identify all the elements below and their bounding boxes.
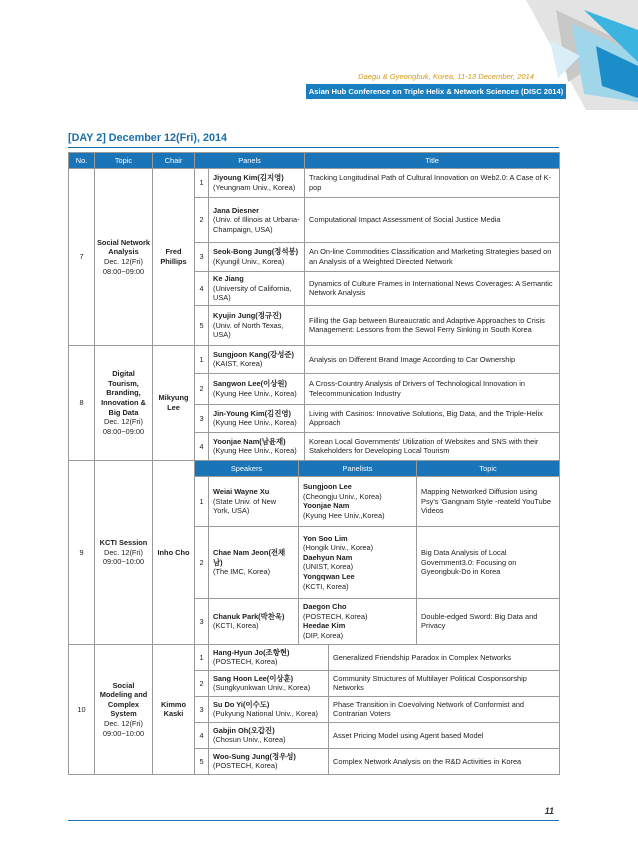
panel-number: 3 xyxy=(195,598,209,644)
panel-title: Tracking Longitudinal Path of Cultural Innovation on Web2.0: A Case of K-pop xyxy=(305,169,560,198)
panel-title: Analysis on Different Brand Image According to Car Ownership xyxy=(305,345,560,373)
panel-number: 4 xyxy=(195,272,209,306)
session-topic-text: Mapping Networked Diffusion using Psy's 'Gangnam Style -reateld YouTube Videos xyxy=(417,476,560,526)
col-chair: Chair xyxy=(153,153,195,169)
session-no: 10 xyxy=(69,644,95,774)
table-header-row xyxy=(69,153,560,169)
panel-title: Community Structures of Multilayer Political Cosponsorship Networks xyxy=(329,670,560,696)
panelists: Yon Soo Lim (Hongik Univ., Korea) Daehyun Nam (UNIST, Korea) Yongqwan Lee (KCTI, Korea) xyxy=(299,526,417,598)
panel-speaker: Jin-Young Kim(김진영) (Kyung Hee Univ., Korea) xyxy=(209,404,305,432)
subheader-topic: Topic xyxy=(417,460,560,476)
panel-title: Generalized Friendship Paradox in Complex Networks xyxy=(329,644,560,670)
session-subheader-row xyxy=(69,460,560,476)
panel-title: Phase Transition in Coevolving Network of Conformist and Contrarian Voters xyxy=(329,696,560,722)
panel-number: 4 xyxy=(195,432,209,460)
header-location: Daegu & Gyeongbuk, Korea, 11-13 December, 2014 xyxy=(358,72,534,81)
panel-title: Korean Local Governments' Utilization of Websites and SNS with their Stakeholders for Developing Local Tourism xyxy=(305,432,560,460)
table-row xyxy=(69,644,560,670)
panel-speaker: Jiyoung Kim(김지영) (Yeungnam Univ., Korea) xyxy=(209,169,305,198)
panel-number: 5 xyxy=(195,748,209,774)
panel-number: 3 xyxy=(195,243,209,272)
col-topic: Topic xyxy=(95,153,153,169)
panel-speaker: Sang Hoon Lee(이상훈) (Sungkyunkwan Univ., Korea) xyxy=(209,670,329,696)
panel-number: 2 xyxy=(195,670,209,696)
panel-title: Computational Impact Assessment of Social Justice Media xyxy=(305,198,560,243)
panel-speaker: Jana Diesner (Univ. of Illinois at Urbana-Champaign, USA) xyxy=(209,198,305,243)
panel-speaker: Sangwon Lee(이상원) (Kyung Hee Univ., Korea) xyxy=(209,373,305,404)
schedule-table xyxy=(68,152,560,775)
session-topic: KCTI Session Dec. 12(Fri) 09:00~10:00 xyxy=(95,460,153,644)
panelists: Sungjoon Lee (Cheongju Univ., Korea) Yoonjae Nam (Kyung Hee Univ.,Korea) xyxy=(299,476,417,526)
panel-speaker: Sungjoon Kang(강성준) (KAIST, Korea) xyxy=(209,345,305,373)
session-topic: Social Modeling and Complex System Dec. 12(Fri) 09:00~10:00 xyxy=(95,644,153,774)
panel-title: Complex Network Analysis on the R&D Activities in Korea xyxy=(329,748,560,774)
session-chair: Fred Phillips xyxy=(153,169,195,346)
panel-title: Dynamics of Culture Frames in International News Coverages: A Semantic Network Analysis xyxy=(305,272,560,306)
panel-number: 4 xyxy=(195,722,209,748)
panel-speaker: Su Do Yi(이수도) (Pukyung National Univ., Korea) xyxy=(209,696,329,722)
panel-speaker: Ke Jiang (University of California, USA) xyxy=(209,272,305,306)
panel-title: Living with Casinos: Innovative Solutions, Big Data, and the Triple-Helix Approach xyxy=(305,404,560,432)
page-number: 11 xyxy=(544,806,554,816)
col-title: Title xyxy=(305,153,560,169)
day-title-rule xyxy=(68,147,559,148)
session-chair: Kimmo Kaski xyxy=(153,644,195,774)
session-topic: Social Network Analysis Dec. 12(Fri) 08:00~09:00 xyxy=(95,169,153,346)
panel-number: 3 xyxy=(195,696,209,722)
panel-number: 1 xyxy=(195,169,209,198)
panel-speaker: Kyujin Jung(정규진) (Univ. of North Texas, USA) xyxy=(209,305,305,345)
panel-speaker: Yoonjae Nam(남윤재) (Kyung Hee Univ., Korea) xyxy=(209,432,305,460)
subheader-speakers: Speakers xyxy=(195,460,299,476)
header-conference-bar: Asian Hub Conference on Triple Helix & Network Sciences (DISC 2014) xyxy=(306,84,566,99)
panel-number: 1 xyxy=(195,345,209,373)
table-row xyxy=(69,345,560,373)
subheader-panelists: Panelists xyxy=(299,460,417,476)
col-panels: Panels xyxy=(195,153,305,169)
table-row xyxy=(69,169,560,198)
panel-speaker: Gabjin Oh(오갑진) (Chosun Univ., Korea) xyxy=(209,722,329,748)
speaker: Weiai Wayne Xu (State Univ. of New York, USA) xyxy=(209,476,299,526)
panel-speaker: Woo-Sung Jung(정우성) (POSTECH, Korea) xyxy=(209,748,329,774)
panel-title: An On-line Commodities Classification and Marketing Strategies based on an Analysis of a Weighted Directed Network xyxy=(305,243,560,272)
session-no: 9 xyxy=(69,460,95,644)
session-topic-text: Big Data Analysis of Local Government3.0: Focusing on Gyeongbuk-Do in Korea xyxy=(417,526,560,598)
speaker: Chae Nam Jeon(전채남) (The IMC, Korea) xyxy=(209,526,299,598)
session-chair: Inho Cho xyxy=(153,460,195,644)
session-topic-text: Double-edged Sword: Big Data and Privacy xyxy=(417,598,560,644)
panel-title: A Cross-Country Analysis of Drivers of Technological Innovation in Telecommunication Industry xyxy=(305,373,560,404)
panel-number: 2 xyxy=(195,373,209,404)
panel-title: Asset Pricing Model using Agent based Model xyxy=(329,722,560,748)
speaker: Chanuk Park(박찬욱) (KCTI, Korea) xyxy=(209,598,299,644)
panel-number: 3 xyxy=(195,404,209,432)
panel-number: 1 xyxy=(195,644,209,670)
col-no: No. xyxy=(69,153,95,169)
panel-title: Filling the Gap between Bureaucratic and Adaptive Approaches to Crisis Management: Lessons from the Sewol Ferry Sinking in South Korea xyxy=(305,305,560,345)
session-no: 8 xyxy=(69,345,95,460)
panel-speaker: Hang-Hyun Jo(조항현) (POSTECH, Korea) xyxy=(209,644,329,670)
session-topic: Digital Tourism, Branding, Innovation & Big Data Dec. 12(Fri) 08:00~09:00 xyxy=(95,345,153,460)
panelists: Daegon Cho (POSTECH, Korea) Heedae Kim (DIP, Korea) xyxy=(299,598,417,644)
panel-number: 1 xyxy=(195,476,209,526)
panel-number: 2 xyxy=(195,526,209,598)
day-title: [DAY 2] December 12(Fri), 2014 xyxy=(68,132,228,144)
panel-speaker: Seok-Bong Jung(정석봉) (Kyungil Univ., Korea) xyxy=(209,243,305,272)
session-no: 7 xyxy=(69,169,95,346)
panel-number: 2 xyxy=(195,198,209,243)
panel-number: 5 xyxy=(195,305,209,345)
session-chair: Mikyung Lee xyxy=(153,345,195,460)
footer-rule xyxy=(68,820,559,821)
